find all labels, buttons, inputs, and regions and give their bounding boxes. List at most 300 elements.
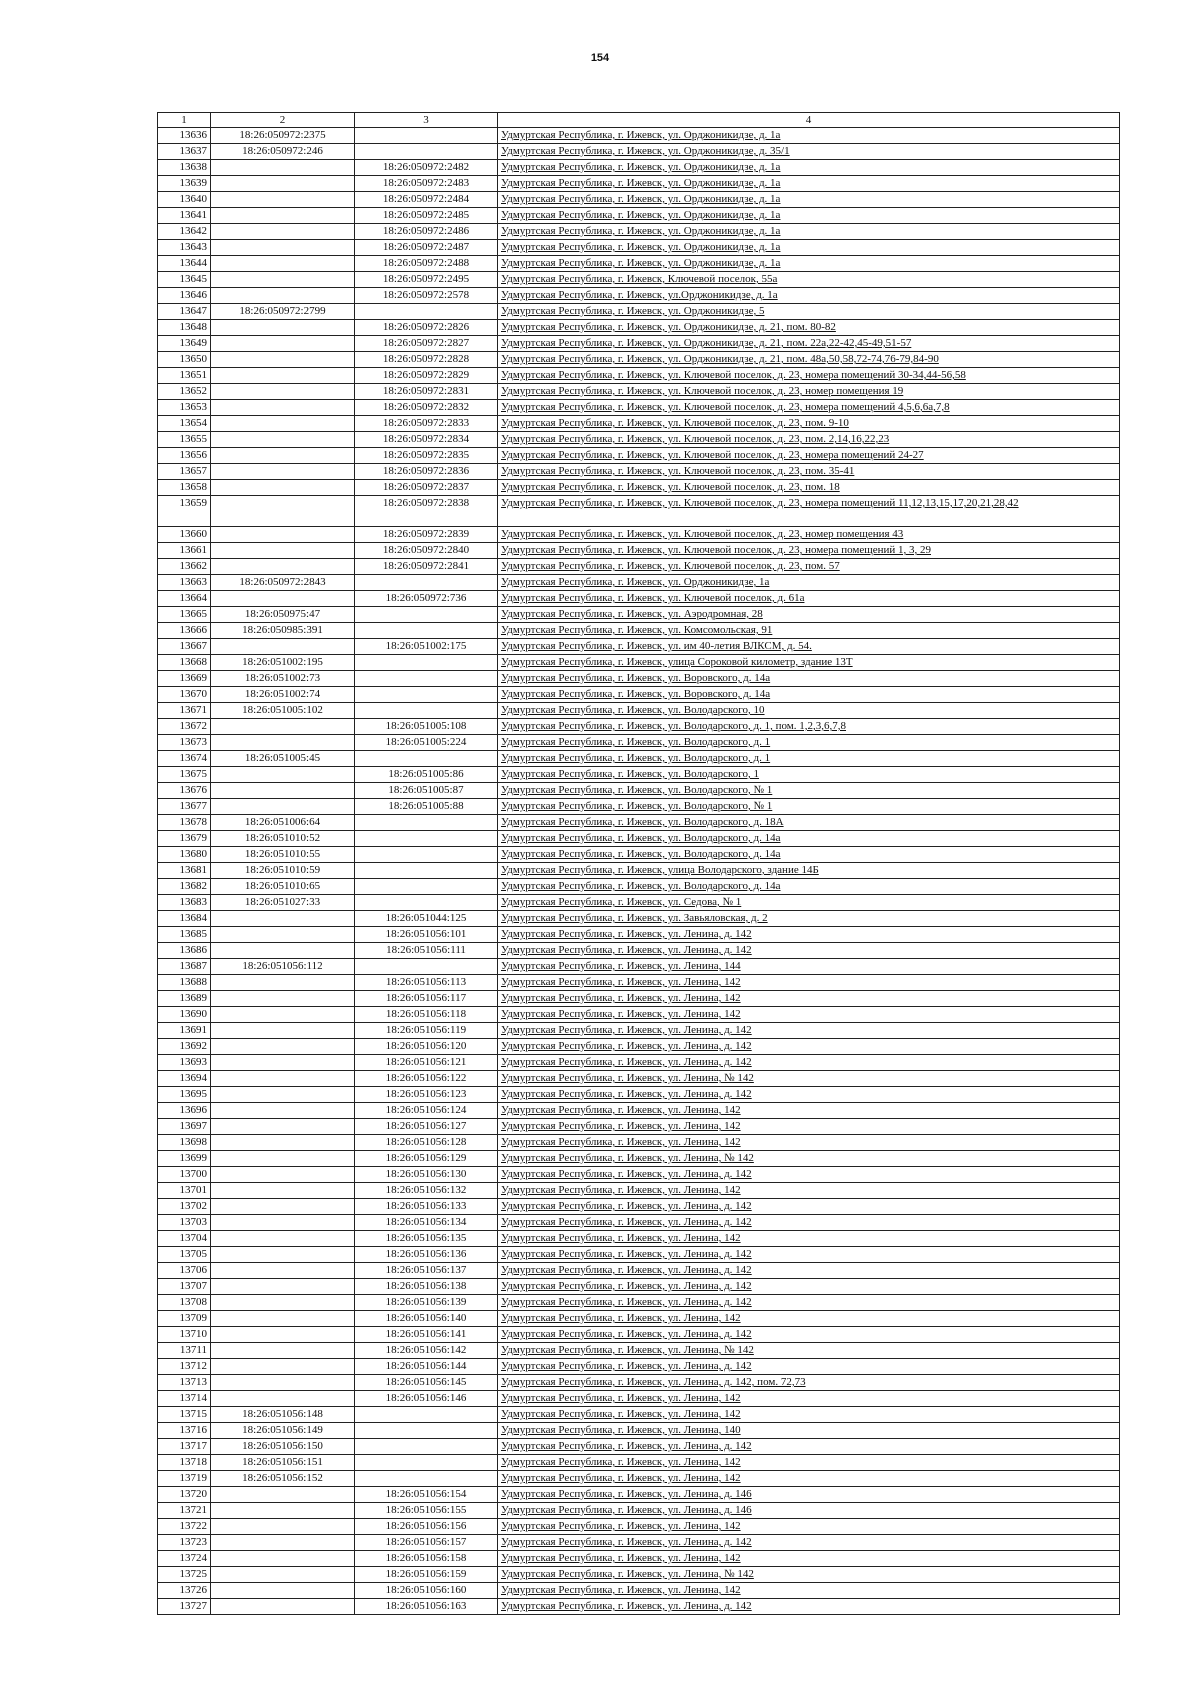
table-row [158,831,1120,847]
row-number: 13722 [158,1519,211,1535]
row-number: 13713 [158,1375,211,1391]
table-row [158,176,1120,192]
address: Удмуртская Республика, г. Ижевск, ул. Воровского, д. 14а [498,687,1120,703]
row-number: 13680 [158,847,211,863]
cadastral-number-premises: 18:26:050972:2484 [355,192,498,208]
address: Удмуртская Республика, г. Ижевск, ул. Аэродромная, 28 [498,607,1120,623]
table-row [158,320,1120,336]
table-row [158,671,1120,687]
address: Удмуртская Республика, г. Ижевск, ул. Ключевой поселок, д. 23, пом. 35-41 [498,464,1120,480]
row-number: 13717 [158,1439,211,1455]
cadastral-number-land [211,432,355,448]
cadastral-number-premises: 18:26:051056:154 [355,1487,498,1503]
cadastral-number-premises: 18:26:051056:146 [355,1391,498,1407]
address: Удмуртская Республика, г. Ижевск, ул. Орджоникидзе, д. 1а [498,240,1120,256]
cadastral-number-premises: 18:26:051056:136 [355,1247,498,1263]
address: Удмуртская Республика, г. Ижевск, ул. Ключевой поселок, д. 23, номера помещений 30-34,44-56,58 [498,368,1120,384]
cadastral-number-premises: 18:26:051056:129 [355,1151,498,1167]
cadastral-number-land [211,320,355,336]
cadastral-number-premises [355,687,498,703]
cadastral-number-premises: 18:26:051056:130 [355,1167,498,1183]
row-number: 13714 [158,1391,211,1407]
cadastral-number-land: 18:26:050972:246 [211,144,355,160]
table-row [158,1231,1120,1247]
header-col-2: 2 [211,113,355,128]
table-row [158,767,1120,783]
table-row [158,543,1120,559]
cadastral-number-premises: 18:26:050972:2835 [355,448,498,464]
address: Удмуртская Республика, г. Ижевск, ул. Ленина, д. 146 [498,1487,1120,1503]
row-number: 13671 [158,703,211,719]
cadastral-number-premises: 18:26:050972:2840 [355,543,498,559]
cadastral-number-premises [355,863,498,879]
address: Удмуртская Республика, г. Ижевск, ул. Орджоникидзе, 1а [498,575,1120,591]
cadastral-number-premises [355,879,498,895]
row-number: 13643 [158,240,211,256]
table-row [158,1279,1120,1295]
cadastral-number-premises: 18:26:051056:134 [355,1215,498,1231]
row-number: 13695 [158,1087,211,1103]
cadastral-number-land [211,1039,355,1055]
table-row [158,496,1120,527]
table-row [158,719,1120,735]
address: Удмуртская Республика, г. Ижевск, ул. Ленина, 142 [498,1103,1120,1119]
row-number: 13718 [158,1455,211,1471]
cadastral-number-land [211,1391,355,1407]
table-row [158,575,1120,591]
cadastral-number-premises [355,1423,498,1439]
table-row [158,1055,1120,1071]
row-number: 13661 [158,543,211,559]
cadastral-number-premises: 18:26:050972:2841 [355,559,498,575]
cadastral-number-premises [355,1407,498,1423]
cadastral-number-premises: 18:26:051002:175 [355,639,498,655]
cadastral-number-premises: 18:26:050972:2833 [355,416,498,432]
table-row [158,623,1120,639]
table-row [158,1295,1120,1311]
cadastral-number-premises: 18:26:050972:2482 [355,160,498,176]
row-number: 13666 [158,623,211,639]
cadastral-number-land [211,927,355,943]
cadastral-number-premises: 18:26:050972:2578 [355,288,498,304]
address: Удмуртская Республика, г. Ижевск, ул. Ключевой поселок, д. 23, номер помещения 19 [498,384,1120,400]
table-row [158,304,1120,320]
table-row [158,352,1120,368]
row-number: 13662 [158,559,211,575]
row-number: 13703 [158,1215,211,1231]
address: Удмуртская Республика, г. Ижевск, улица Сороковой километр, здание 13Т [498,655,1120,671]
table-row [158,128,1120,144]
table-row [158,1119,1120,1135]
cadastral-number-land: 18:26:051006:64 [211,815,355,831]
address: Удмуртская Республика, г. Ижевск, ул. Ленина, № 142 [498,1071,1120,1087]
address: Удмуртская Республика, г. Ижевск, ул. Орджоникидзе, д. 1а [498,192,1120,208]
address: Удмуртская Республика, г. Ижевск, ул. Ленина, д. 142 [498,1247,1120,1263]
table-row [158,464,1120,480]
table-row [158,1599,1120,1615]
address: Удмуртская Республика, г. Ижевск, ул. им 40-летия ВЛКСМ, д. 54. [498,639,1120,655]
cadastral-number-premises [355,959,498,975]
table-row [158,591,1120,607]
cadastral-number-premises: 18:26:050972:2486 [355,224,498,240]
row-number: 13639 [158,176,211,192]
cadastral-number-land: 18:26:050972:2375 [211,128,355,144]
cadastral-number-premises: 18:26:051056:155 [355,1503,498,1519]
table-row [158,687,1120,703]
cadastral-number-premises: 18:26:051056:160 [355,1583,498,1599]
row-number: 13664 [158,591,211,607]
address: Удмуртская Республика, г. Ижевск, ул. Ленина, д. 142 [498,1439,1120,1455]
cadastral-number-land [211,735,355,751]
row-number: 13646 [158,288,211,304]
row-number: 13723 [158,1535,211,1551]
cadastral-number-land [211,1311,355,1327]
address: Удмуртская Республика, г. Ижевск, ул. Ленина, 142 [498,1471,1120,1487]
cadastral-number-premises: 18:26:051005:108 [355,719,498,735]
register-table-body [158,113,1120,1615]
table-row [158,256,1120,272]
address: Удмуртская Республика, г. Ижевск, ул. Володарского, д. 1 [498,735,1120,751]
table-row [158,432,1120,448]
row-number: 13704 [158,1231,211,1247]
cadastral-number-land [211,719,355,735]
address: Удмуртская Республика, г. Ижевск, ул. Седова, № 1 [498,895,1120,911]
cadastral-number-premises [355,815,498,831]
cadastral-number-land [211,1247,355,1263]
row-number: 13724 [158,1551,211,1567]
cadastral-number-land [211,543,355,559]
row-number: 13655 [158,432,211,448]
row-number: 13647 [158,304,211,320]
cadastral-number-premises: 18:26:051056:120 [355,1039,498,1055]
row-number: 13641 [158,208,211,224]
row-number: 13651 [158,368,211,384]
cadastral-number-premises: 18:26:051005:86 [355,767,498,783]
cadastral-number-land [211,192,355,208]
table-row [158,480,1120,496]
table-row [158,144,1120,160]
cadastral-number-land [211,240,355,256]
table-row [158,272,1120,288]
row-number: 13674 [158,751,211,767]
table-row [158,1263,1120,1279]
cadastral-number-premises: 18:26:050972:736 [355,591,498,607]
cadastral-number-land [211,160,355,176]
cadastral-number-premises: 18:26:051056:142 [355,1343,498,1359]
row-number: 13721 [158,1503,211,1519]
address: Удмуртская Республика, г. Ижевск, ул. Володарского, 1 [498,767,1120,783]
address: Удмуртская Республика, г. Ижевск, ул. Ленина, 142 [498,1183,1120,1199]
table-row [158,1327,1120,1343]
cadastral-number-premises [355,304,498,320]
table-row [158,639,1120,655]
address: Удмуртская Республика, г. Ижевск, ул. Ленина, д. 142 [498,1535,1120,1551]
cadastral-number-land [211,1007,355,1023]
address: Удмуртская Республика, г. Ижевск, ул. Ленина, № 142 [498,1343,1120,1359]
table-row [158,1503,1120,1519]
table-row [158,799,1120,815]
cadastral-number-premises [355,144,498,160]
row-number: 13711 [158,1343,211,1359]
row-number: 13715 [158,1407,211,1423]
row-number: 13694 [158,1071,211,1087]
address: Удмуртская Республика, г. Ижевск, Ключевой поселок, 55а [498,272,1120,288]
address: Удмуртская Республика, г. Ижевск, ул. Ленина, д. 142 [498,1023,1120,1039]
row-number: 13650 [158,352,211,368]
row-number: 13727 [158,1599,211,1615]
cadastral-number-land: 18:26:051010:59 [211,863,355,879]
cadastral-number-premises: 18:26:051056:128 [355,1135,498,1151]
cadastral-number-premises: 18:26:050972:2838 [355,496,498,527]
cadastral-number-land [211,208,355,224]
address: Удмуртская Республика, г. Ижевск, ул. Ленина, 142 [498,1231,1120,1247]
address: Удмуртская Республика, г. Ижевск, ул. Володарского, № 1 [498,799,1120,815]
address: Удмуртская Республика, г. Ижевск, ул. Орджоникидзе, д. 21, пом. 22а,22-42,45-49,51-57 [498,336,1120,352]
cadastral-number-land [211,256,355,272]
row-number: 13690 [158,1007,211,1023]
row-number: 13638 [158,160,211,176]
cadastral-number-land [211,1167,355,1183]
cadastral-number-land [211,975,355,991]
cadastral-number-land [211,1343,355,1359]
row-number: 13688 [158,975,211,991]
table-row [158,1567,1120,1583]
cadastral-number-premises: 18:26:051056:111 [355,943,498,959]
cadastral-number-land: 18:26:051056:152 [211,1471,355,1487]
table-row [158,655,1120,671]
table-row [158,1039,1120,1055]
cadastral-number-premises: 18:26:050972:2495 [355,272,498,288]
cadastral-number-land [211,527,355,543]
address: Удмуртская Республика, г. Ижевск, ул. Ленина, д. 142 [498,1263,1120,1279]
row-number: 13654 [158,416,211,432]
cadastral-number-premises: 18:26:050972:2831 [355,384,498,400]
cadastral-number-land [211,448,355,464]
address: Удмуртская Республика, г. Ижевск, ул. Орджоникидзе, д. 35/1 [498,144,1120,160]
address: Удмуртская Республика, г. Ижевск, ул. Орджоникидзе, д. 1а [498,208,1120,224]
address: Удмуртская Республика, г. Ижевск, ул. Ленина, д. 142 [498,1359,1120,1375]
cadastral-number-premises: 18:26:050972:2826 [355,320,498,336]
cadastral-number-land [211,1487,355,1503]
cadastral-number-land [211,368,355,384]
cadastral-number-land [211,591,355,607]
address: Удмуртская Республика, г. Ижевск, ул. Орджоникидзе, д. 21, пом. 80-82 [498,320,1120,336]
cadastral-number-land [211,1519,355,1535]
table-row [158,192,1120,208]
cadastral-number-land: 18:26:051002:74 [211,687,355,703]
cadastral-number-land: 18:26:051056:151 [211,1455,355,1471]
row-number: 13676 [158,783,211,799]
cadastral-number-premises [355,703,498,719]
cadastral-number-premises: 18:26:051005:224 [355,735,498,751]
table-row [158,607,1120,623]
address: Удмуртская Республика, г. Ижевск, ул. Ключевой поселок, д. 61а [498,591,1120,607]
page-number: 154 [590,52,610,64]
cadastral-number-land [211,911,355,927]
cadastral-number-land [211,1135,355,1151]
row-number: 13699 [158,1151,211,1167]
row-number: 13707 [158,1279,211,1295]
cadastral-number-premises: 18:26:050972:2829 [355,368,498,384]
cadastral-number-land [211,767,355,783]
row-number: 13696 [158,1103,211,1119]
cadastral-number-land [211,1375,355,1391]
cadastral-number-premises [355,655,498,671]
cadastral-number-land [211,1503,355,1519]
header-col-4: 4 [498,113,1120,128]
table-row [158,1423,1120,1439]
row-number: 13645 [158,272,211,288]
table-row [158,863,1120,879]
table-row [158,895,1120,911]
address: Удмуртская Республика, г. Ижевск, ул. Ленина, д. 142 [498,1087,1120,1103]
address: Удмуртская Республика, г. Ижевск, ул. Ключевой поселок, д. 23, номера помещений 24-27 [498,448,1120,464]
row-number: 13637 [158,144,211,160]
cadastral-number-premises: 18:26:051056:135 [355,1231,498,1247]
cadastral-number-land [211,1295,355,1311]
row-number: 13683 [158,895,211,911]
cadastral-number-land [211,352,355,368]
address: Удмуртская Республика, г. Ижевск, ул. Ленина, 142 [498,1583,1120,1599]
address: Удмуртская Республика, г. Ижевск, улица Володарского, здание 14Б [498,863,1120,879]
cadastral-number-land [211,1359,355,1375]
cadastral-number-premises: 18:26:050972:2487 [355,240,498,256]
address: Удмуртская Республика, г. Ижевск, ул. Ключевой поселок, д. 23, номер помещения 43 [498,527,1120,543]
row-number: 13636 [158,128,211,144]
table-row [158,943,1120,959]
cadastral-number-premises [355,128,498,144]
cadastral-number-premises: 18:26:051056:159 [355,1567,498,1583]
row-number: 13673 [158,735,211,751]
register-table [157,112,1120,1615]
address: Удмуртская Республика, г. Ижевск, ул. Воровского, д. 14а [498,671,1120,687]
cadastral-number-premises: 18:26:050972:2485 [355,208,498,224]
cadastral-number-land [211,272,355,288]
row-number: 13716 [158,1423,211,1439]
row-number: 13667 [158,639,211,655]
row-number: 13725 [158,1567,211,1583]
table-row [158,1471,1120,1487]
row-number: 13670 [158,687,211,703]
cadastral-number-land: 18:26:050972:2843 [211,575,355,591]
address: Удмуртская Республика, г. Ижевск, ул. Ключевой поселок, д. 23, номера помещений 4,5,6,6а,7,8 [498,400,1120,416]
cadastral-number-land: 18:26:051056:149 [211,1423,355,1439]
table-row [158,1519,1120,1535]
table-row [158,1375,1120,1391]
table-row [158,783,1120,799]
table-row [158,384,1120,400]
cadastral-number-land: 18:26:050975:47 [211,607,355,623]
cadastral-number-premises: 18:26:051056:140 [355,1311,498,1327]
cadastral-number-premises [355,1471,498,1487]
address: Удмуртская Республика, г. Ижевск, ул. Ленина, 142 [498,1455,1120,1471]
table-row [158,735,1120,751]
cadastral-number-premises: 18:26:051056:163 [355,1599,498,1615]
table-row [158,751,1120,767]
cadastral-number-land [211,799,355,815]
cadastral-number-premises: 18:26:051044:125 [355,911,498,927]
cadastral-number-land [211,1599,355,1615]
address: Удмуртская Республика, г. Ижевск, ул. Ленина, д. 142 [498,1295,1120,1311]
cadastral-number-premises: 18:26:051005:87 [355,783,498,799]
table-row [158,224,1120,240]
row-number: 13660 [158,527,211,543]
cadastral-number-premises: 18:26:051056:123 [355,1087,498,1103]
row-number: 13698 [158,1135,211,1151]
table-row [158,1183,1120,1199]
address: Удмуртская Республика, г. Ижевск, ул. Ленина, д. 142 [498,1279,1120,1295]
cadastral-number-land [211,176,355,192]
address: Удмуртская Республика, г. Ижевск, ул. Ленина, 142 [498,1519,1120,1535]
table-row [158,1103,1120,1119]
table-row [158,1167,1120,1183]
table-row [158,927,1120,943]
cadastral-number-land [211,1071,355,1087]
cadastral-number-land [211,1087,355,1103]
row-number: 13649 [158,336,211,352]
cadastral-number-premises: 18:26:050972:2483 [355,176,498,192]
row-number: 13675 [158,767,211,783]
cadastral-number-premises: 18:26:050972:2828 [355,352,498,368]
row-number: 13677 [158,799,211,815]
address: Удмуртская Республика, г. Ижевск, ул. Ленина, 142 [498,991,1120,1007]
cadastral-number-land [211,288,355,304]
address: Удмуртская Республика, г. Ижевск, ул. Ключевой поселок, д. 23, пом. 9-10 [498,416,1120,432]
table-row [158,1215,1120,1231]
table-row [158,1455,1120,1471]
row-number: 13712 [158,1359,211,1375]
cadastral-number-land [211,1023,355,1039]
row-number: 13687 [158,959,211,975]
table-row [158,1151,1120,1167]
table-row [158,879,1120,895]
row-number: 13719 [158,1471,211,1487]
cadastral-number-premises: 18:26:051056:144 [355,1359,498,1375]
row-number: 13657 [158,464,211,480]
table-row [158,240,1120,256]
row-number: 13689 [158,991,211,1007]
cadastral-number-premises: 18:26:051056:139 [355,1295,498,1311]
cadastral-number-land [211,1567,355,1583]
table-row [158,959,1120,975]
table-row [158,1247,1120,1263]
table-row [158,1311,1120,1327]
cadastral-number-land [211,559,355,575]
cadastral-number-land [211,991,355,1007]
address: Удмуртская Республика, г. Ижевск, ул. Володарского, д. 1 [498,751,1120,767]
cadastral-number-land [211,1231,355,1247]
row-number: 13648 [158,320,211,336]
cadastral-number-premises: 18:26:050972:2834 [355,432,498,448]
table-row [158,1391,1120,1407]
cadastral-number-land [211,1119,355,1135]
address: Удмуртская Республика, г. Ижевск, ул. Ленина, 142 [498,1135,1120,1151]
table-row [158,400,1120,416]
address: Удмуртская Республика, г. Ижевск, ул. Ленина, д. 142 [498,927,1120,943]
row-number: 13668 [158,655,211,671]
cadastral-number-premises: 18:26:050972:2832 [355,400,498,416]
address: Удмуртская Республика, г. Ижевск, ул. Ленина, д. 146 [498,1503,1120,1519]
address: Удмуртская Республика, г. Ижевск, ул. Ленина, д. 142 [498,1215,1120,1231]
table-row [158,559,1120,575]
address: Удмуртская Республика, г. Ижевск, ул. Ленина, 144 [498,959,1120,975]
table-row [158,368,1120,384]
cadastral-number-land: 18:26:051005:102 [211,703,355,719]
row-number: 13682 [158,879,211,895]
cadastral-number-premises: 18:26:051056:132 [355,1183,498,1199]
cadastral-number-premises [355,575,498,591]
cadastral-number-land [211,1183,355,1199]
